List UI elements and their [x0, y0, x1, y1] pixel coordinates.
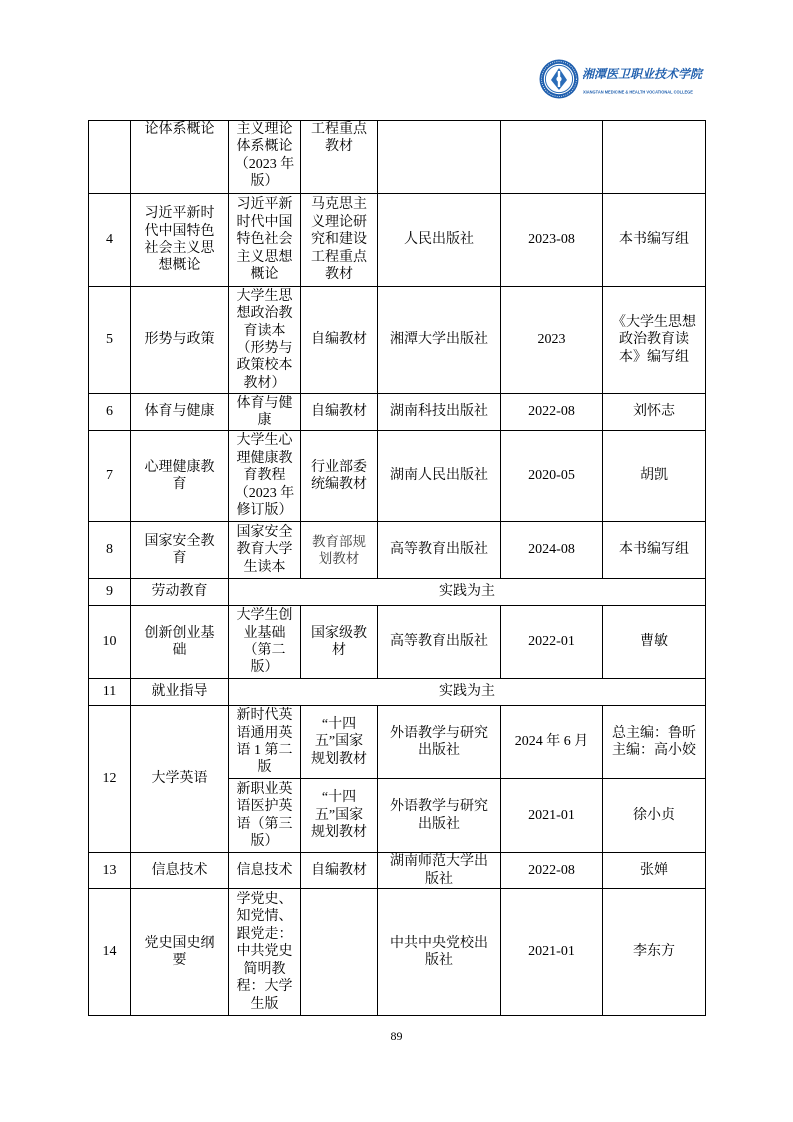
course-name: 创新创业基 础	[131, 606, 229, 679]
empty-cell	[603, 121, 706, 194]
publish-date: 2020-05	[501, 431, 603, 522]
table-row	[89, 522, 706, 579]
author: 徐小贞	[603, 779, 706, 853]
table-row	[89, 394, 706, 431]
row-number: 8	[89, 522, 131, 579]
textbook-name: 大学生创 业基础 （第二 版）	[229, 606, 301, 679]
publish-date: 2022-08	[501, 853, 603, 889]
author: 胡凯	[603, 431, 706, 522]
textbook-type: 行业部委 统编教材	[301, 431, 378, 522]
publish-date: 2024 年 6 月	[501, 706, 603, 779]
table-row	[89, 889, 706, 1016]
row-number: 12	[89, 706, 131, 853]
textbook-name: 体育与健 康	[229, 394, 301, 431]
author: 刘怀志	[603, 394, 706, 431]
table-row	[89, 431, 706, 522]
publisher: 高等教育出版社	[378, 606, 501, 679]
emblem-center-dot	[556, 76, 561, 81]
textbook-name: 信息技术	[229, 853, 301, 889]
textbook-name: 国家安全 教育大学 生读本	[229, 522, 301, 579]
row-number: 9	[89, 579, 131, 606]
empty-cell	[301, 889, 378, 1016]
course-name: 就业指导	[131, 679, 229, 706]
page-number: 89	[390, 1029, 403, 1043]
publish-date: 2021-01	[501, 889, 603, 1016]
textbook-name: 新时代英 语通用英 语 1 第二 版	[229, 706, 301, 779]
author: 《大学生思想 政治教育读 本》编写组	[603, 287, 706, 394]
textbook-name: 大学生心 理健康教 育教程 （2023 年 修订版）	[229, 431, 301, 522]
textbook-type: “十四 五”国家 规划教材	[301, 706, 378, 779]
college-emblem-icon	[539, 59, 579, 99]
table-row	[89, 853, 706, 889]
empty-cell	[378, 121, 501, 194]
publisher: 人民出版社	[378, 194, 501, 287]
table-row	[89, 679, 706, 706]
table-row	[89, 579, 706, 606]
row-number: 14	[89, 889, 131, 1016]
table-row	[89, 606, 706, 679]
publish-date: 2023-08	[501, 194, 603, 287]
textbook-type: 自编教材	[301, 287, 378, 394]
row-number: 11	[89, 679, 131, 706]
textbook-name: 大学生思 想政治教 育读本 （形势与 政策校本 教材）	[229, 287, 301, 394]
publish-date: 2023	[501, 287, 603, 394]
practice-note: 实践为主	[229, 679, 706, 706]
textbook-type: 自编教材	[301, 394, 378, 431]
table-row	[89, 287, 706, 394]
textbook-type: 马克思主 义理论研 究和建设 工程重点 教材	[301, 194, 378, 287]
empty-cell	[89, 121, 131, 194]
table-row	[89, 194, 706, 287]
textbook-table	[88, 120, 706, 1016]
logo-english-name: XIANGTAN MEDICINE & HEALTH VOCATIONAL COLLEGE	[583, 89, 693, 95]
publisher: 湘潭大学出版社	[378, 287, 501, 394]
course-name: 党史国史纲 要	[131, 889, 229, 1016]
textbook-name: 习近平新 时代中国 特色社会 主义思想 概论	[229, 194, 301, 287]
publish-date: 2022-08	[501, 394, 603, 431]
publisher: 湖南师范大学出 版社	[378, 853, 501, 889]
publisher: 中共中央党校出 版社	[378, 889, 501, 1016]
practice-note: 实践为主	[229, 579, 706, 606]
author: 总主编：鲁昕 主编：高小姣	[603, 706, 706, 779]
course-name: 论体系概论	[131, 121, 229, 194]
empty-cell	[501, 121, 603, 194]
publisher: 高等教育出版社	[378, 522, 501, 579]
row-number: 10	[89, 606, 131, 679]
author: 李东方	[603, 889, 706, 1016]
course-name: 心理健康教 育	[131, 431, 229, 522]
author: 曹敏	[603, 606, 706, 679]
row-number: 13	[89, 853, 131, 889]
author: 本书编写组	[603, 194, 706, 287]
textbook-name: 学党史、 知党情、 跟党走： 中共党史 简明教 程：大学 生版	[229, 889, 301, 1016]
course-name: 劳动教育	[131, 579, 229, 606]
publisher: 外语教学与研究 出版社	[378, 706, 501, 779]
publisher: 外语教学与研究 出版社	[378, 779, 501, 853]
row-number: 6	[89, 394, 131, 431]
publisher: 湖南科技出版社	[378, 394, 501, 431]
course-name: 习近平新时 代中国特色 社会主义思 想概论	[131, 194, 229, 287]
logo-chinese-name: 湘潭医卫职业技术学院	[582, 67, 703, 81]
textbook-name: 新职业英 语医护英 语（第三 版）	[229, 779, 301, 853]
course-name: 信息技术	[131, 853, 229, 889]
textbook-type: 国家级教 材	[301, 606, 378, 679]
textbook-type: 教育部规 划教材	[301, 522, 378, 579]
author: 本书编写组	[603, 522, 706, 579]
table-row	[89, 706, 706, 779]
publisher: 湖南人民出版社	[378, 431, 501, 522]
row-number: 5	[89, 287, 131, 394]
textbook-type: 自编教材	[301, 853, 378, 889]
course-name: 体育与健康	[131, 394, 229, 431]
textbook-type: “十四 五”国家 规划教材	[301, 779, 378, 853]
textbook-name: 主义理论 体系概论 （2023 年 版）	[229, 121, 301, 194]
course-name: 大学英语	[131, 706, 229, 853]
row-number: 4	[89, 194, 131, 287]
publish-date: 2022-01	[501, 606, 603, 679]
row-number: 7	[89, 431, 131, 522]
textbook-type: 工程重点 教材	[301, 121, 378, 194]
course-name: 形势与政策	[131, 287, 229, 394]
publish-date: 2021-01	[501, 779, 603, 853]
publish-date: 2024-08	[501, 522, 603, 579]
table-row	[89, 121, 706, 194]
author: 张婵	[603, 853, 706, 889]
course-name: 国家安全教 育	[131, 522, 229, 579]
